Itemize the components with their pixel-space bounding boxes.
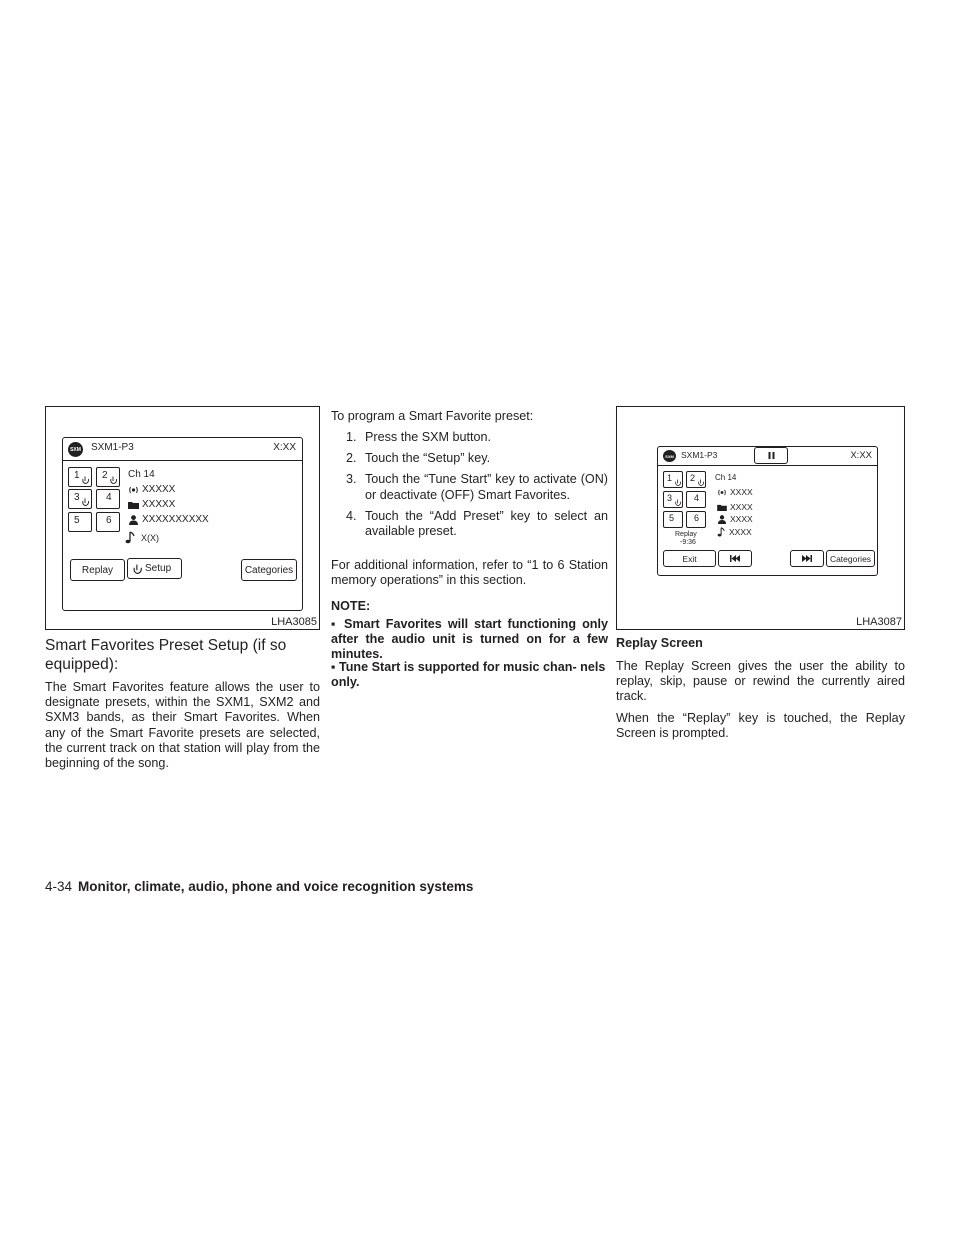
clock-label: X:XX [850, 450, 872, 461]
hand-touch-icon [82, 476, 89, 484]
broadcast-icon [128, 486, 139, 494]
hand-touch-icon [82, 498, 89, 506]
preset-number: 6 [694, 513, 700, 523]
preset-number: 2 [690, 473, 696, 483]
person-icon [717, 515, 727, 524]
artist-name: XXXX [730, 514, 753, 524]
preset-number: 3 [667, 493, 673, 503]
replay-label: Replay [675, 531, 697, 538]
exit-button-label: Exit [682, 553, 697, 564]
artist-name: XXXXXXXXXX [142, 514, 209, 525]
artist-row [128, 514, 209, 525]
song-title: XXXX [729, 527, 752, 537]
song-row [717, 527, 752, 537]
preset-number: 4 [106, 492, 112, 503]
pause-button[interactable] [754, 447, 788, 464]
preset-button-6[interactable] [96, 512, 120, 532]
person-icon [128, 515, 139, 525]
categories-button[interactable] [826, 550, 875, 567]
setup-button-label: Setup [145, 563, 172, 574]
step-item [331, 509, 608, 539]
category-name: XXXXX [142, 499, 176, 510]
note-item: ▪ Tune Start is supported for music chan- nels only. [331, 660, 606, 690]
program-steps-list [331, 430, 608, 545]
band-label: SXM1-P3 [681, 450, 718, 460]
page-footer [45, 879, 473, 894]
preset-number: 1 [74, 470, 80, 481]
skip-forward-icon [802, 555, 812, 562]
step-text: Touch the “Tune Start” key to activate (ON) or deactivate (OFF) Smart Favorites. [365, 472, 608, 502]
setup-button[interactable] [127, 558, 182, 579]
program-intro: To program a Smart Favorite preset: [331, 409, 534, 423]
preset-number: 6 [106, 515, 112, 526]
sxm-logo-icon: SXM [68, 442, 83, 457]
station-row [717, 487, 753, 497]
chapter-title: Monitor, climate, audio, phone and voice recognition systems [78, 879, 474, 894]
categories-button[interactable] [241, 559, 297, 581]
audio-screen [657, 446, 878, 576]
folder-icon [128, 501, 139, 509]
station-name: XXXX [730, 487, 753, 497]
channel-label: Ch 14 [128, 469, 155, 480]
categories-button-label: Categories [829, 553, 872, 564]
hand-touch-icon [675, 479, 681, 486]
category-row [717, 502, 753, 512]
step-number: 3. [346, 472, 357, 487]
step-text: Touch the “Setup” key. [365, 451, 491, 466]
preset-button-3[interactable] [663, 491, 683, 508]
section-heading-smart-favorites: Smart Favorites Preset Setup (if so equipped): [45, 637, 287, 673]
step-item [331, 472, 608, 502]
step-item [331, 451, 608, 466]
pause-icon [768, 452, 775, 459]
step-text: Touch the “Add Preset” key to select an available preset. [365, 508, 608, 539]
skip-back-button[interactable] [718, 550, 752, 567]
clock-label: X:XX [273, 442, 296, 453]
artist-row [717, 514, 753, 524]
audio-screen [62, 437, 303, 611]
preset-button-3[interactable] [68, 489, 92, 509]
hand-touch-icon [698, 479, 704, 486]
preset-number: 5 [669, 513, 675, 523]
step-number: 2. [346, 451, 357, 466]
preset-button-5[interactable] [68, 512, 92, 532]
categories-button-label: Categories [244, 564, 294, 576]
music-note-icon [125, 531, 136, 544]
preset-button-5[interactable] [663, 511, 683, 528]
step-item [331, 430, 608, 445]
more-info-paragraph: For additional information, refer to “1 to 6 Station memory operations” in this section. [331, 558, 608, 588]
skip-back-icon [730, 555, 740, 562]
preset-button-2[interactable] [96, 467, 120, 487]
broadcast-icon [717, 489, 727, 496]
replay-time: -9:36 [680, 539, 696, 546]
figure-label: LHA3085 [271, 616, 317, 628]
hand-touch-icon [675, 499, 681, 506]
preset-button-4[interactable] [686, 491, 706, 508]
screen-header [63, 438, 302, 461]
preset-number: 1 [667, 473, 673, 483]
page-number: 4-34 [45, 879, 73, 894]
note-item: ▪ Smart Favorites will start functioning only after the audio unit is turned on for a few minutes. [331, 617, 608, 662]
section-heading-replay-screen: Replay Screen [616, 636, 703, 650]
replay-button[interactable] [70, 559, 125, 581]
music-note-icon [717, 527, 726, 537]
preset-number: 5 [74, 515, 80, 526]
channel-row [715, 473, 736, 482]
preset-button-1[interactable] [663, 471, 683, 488]
step-number: 1. [346, 430, 357, 444]
replay-button-label: Replay [81, 564, 114, 576]
replay-paragraph-1: The Replay Screen gives the user the ability to replay, skip, pause or rewind the currently aired track. [616, 659, 905, 704]
band-label: SXM1-P3 [91, 442, 134, 453]
category-row [128, 499, 175, 510]
preset-number: 4 [694, 493, 700, 503]
step-text: Press the SXM button. [365, 430, 491, 444]
preset-button-2[interactable] [686, 471, 706, 488]
step-number: 4. [346, 508, 357, 523]
figure-label: LHA3087 [856, 616, 902, 628]
skip-forward-button[interactable] [790, 550, 824, 567]
preset-button-4[interactable] [96, 489, 120, 509]
station-row [128, 484, 175, 495]
preset-button-6[interactable] [686, 511, 706, 528]
hand-touch-icon [110, 476, 117, 484]
exit-button[interactable] [663, 550, 716, 567]
replay-paragraph-2: When the “Replay” key is touched, the Replay Screen is prompted. [616, 711, 905, 741]
folder-icon [717, 504, 727, 511]
category-name: XXXX [730, 502, 753, 512]
song-title: X(X) [141, 532, 159, 543]
sxm-logo-icon: SXM [663, 450, 676, 462]
channel-label: Ch 14 [715, 473, 737, 482]
figure-smart-favorites-screen [45, 406, 320, 630]
preset-number: 2 [102, 470, 108, 481]
preset-button-1[interactable] [68, 467, 92, 487]
channel-row [128, 469, 155, 480]
station-name: XXXXX [142, 484, 176, 495]
note-title: NOTE: [331, 599, 371, 613]
song-row [125, 531, 159, 544]
smart-favorites-paragraph: The Smart Favorites feature allows the user to designate presets, within the SXM1, SXM2 and SXM3 bands, as their Smart Favorites. When any of the Smart Favorite presets are selected, the current track on that station will play from the beginning of the song. [45, 680, 320, 771]
figure-replay-screen [616, 406, 905, 630]
hand-touch-icon [133, 564, 142, 574]
preset-number: 3 [74, 492, 80, 503]
